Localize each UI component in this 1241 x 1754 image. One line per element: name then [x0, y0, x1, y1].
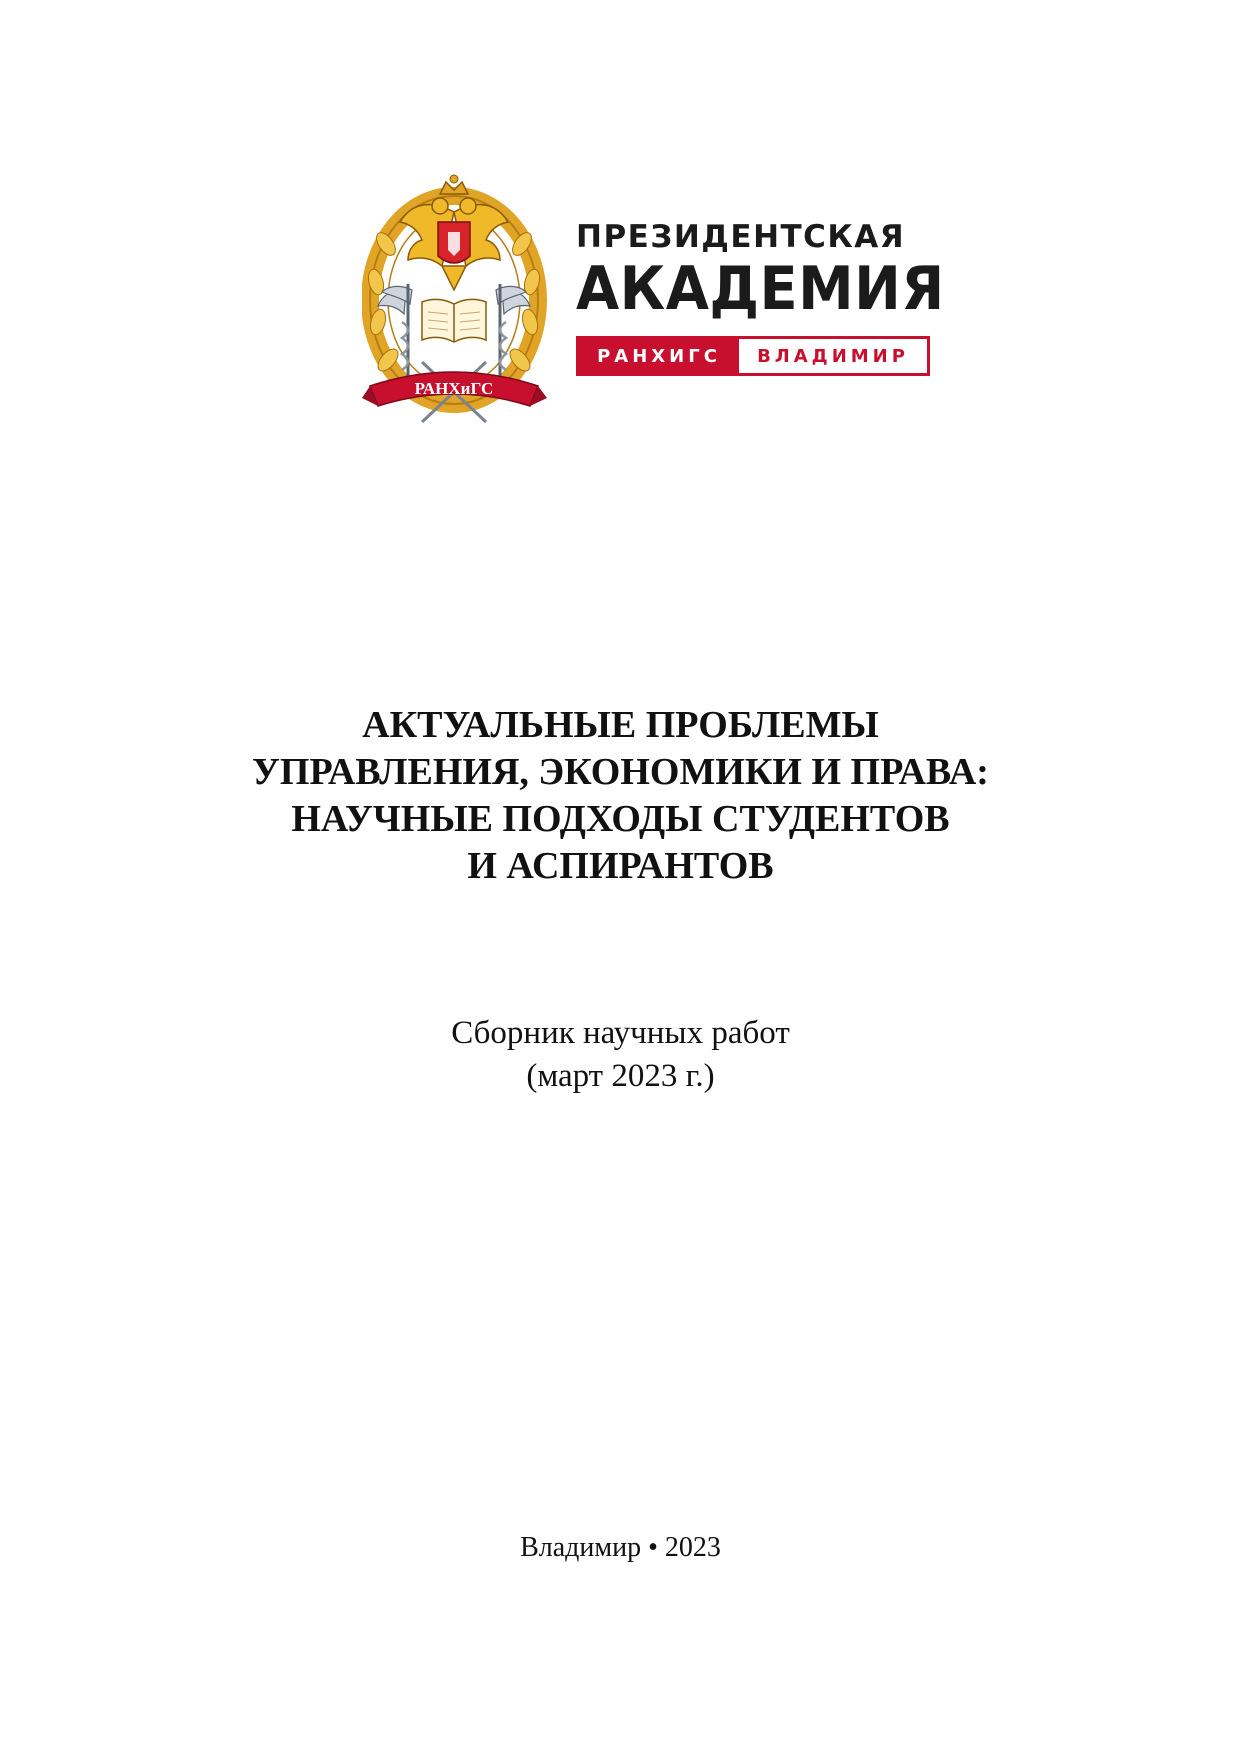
title-line: УПРАВЛЕНИЯ, ЭКОНОМИКИ И ПРАВА: [252, 751, 989, 793]
academy-wordmark [576, 219, 945, 376]
document-subtitle [100, 1012, 1141, 1098]
publication-place-year: Владимир • 2023 [520, 1532, 721, 1563]
subtitle-line-2: (март 2023 г.) [526, 1058, 715, 1094]
title-line: НАУЧНЫЕ ПОДХОДЫ СТУДЕНТОВ [291, 798, 950, 840]
subtitle-line-1: Сборник научных работ [451, 1015, 790, 1051]
emblem-ribbon-text: РАНХиГС [414, 379, 494, 398]
title-line: АКТУАЛЬНЫЕ ПРОБЛЕМЫ [362, 704, 879, 746]
wordmark-line-2: АКАДЕМИЯ [576, 254, 945, 324]
institution-logo [362, 172, 945, 432]
document-title [100, 702, 1141, 890]
badge-city: ВЛАДИМИР [739, 339, 927, 373]
title-line: И АСПИРАНТОВ [467, 845, 774, 887]
wordmark-badge [576, 336, 930, 376]
academy-emblem-icon [362, 172, 547, 430]
wordmark-line-1: ПРЕЗИДЕНТСКАЯ [576, 219, 906, 255]
badge-ranepa: РАНХИГС [579, 339, 739, 373]
